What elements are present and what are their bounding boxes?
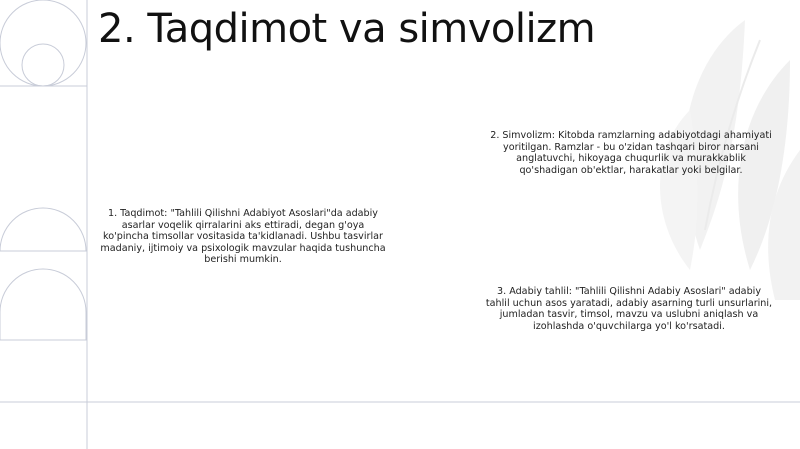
slide-title: 2. Taqdimot va simvolizm: [98, 6, 596, 52]
paragraph-simvolizm: 2. Simvolizm: Kitobda ramzlarning adabiyotdagi ahamiyati yoritilgan. Ramzlar - bu o'zidan tashqari biror narsani anglatuvchi, hikoyaga chuqurlik va murakkablik qo'shadigan ob'ektlar, harakatlar yoki belgilar.: [490, 130, 772, 176]
paragraph-adabiy-tahlil: 3. Adabiy tahlil: "Tahlili Qilishni Adabiy Asoslari" adabiy tahlil uchun asos yaratadi, adabiy asarning turli unsurlarini, jumladan tasvir, timsol, mavzu va uslubni aniqlash va izohlashda o'quvchilarga yo'l ko'rsatadi.: [485, 286, 773, 332]
paragraph-taqdimot: 1. Taqdimot: "Tahlili Qilishni Adabiyot Asoslari"da adabiy asarlar voqelik qirralarini aks ettiradi, degan g'oya ko'pincha timsollar vositasida ta'kidlanadi. Ushbu tasvirlar madaniy, ijtimoiy va psixologik mavzular haqida tushuncha berishi mumkin.: [100, 208, 386, 266]
